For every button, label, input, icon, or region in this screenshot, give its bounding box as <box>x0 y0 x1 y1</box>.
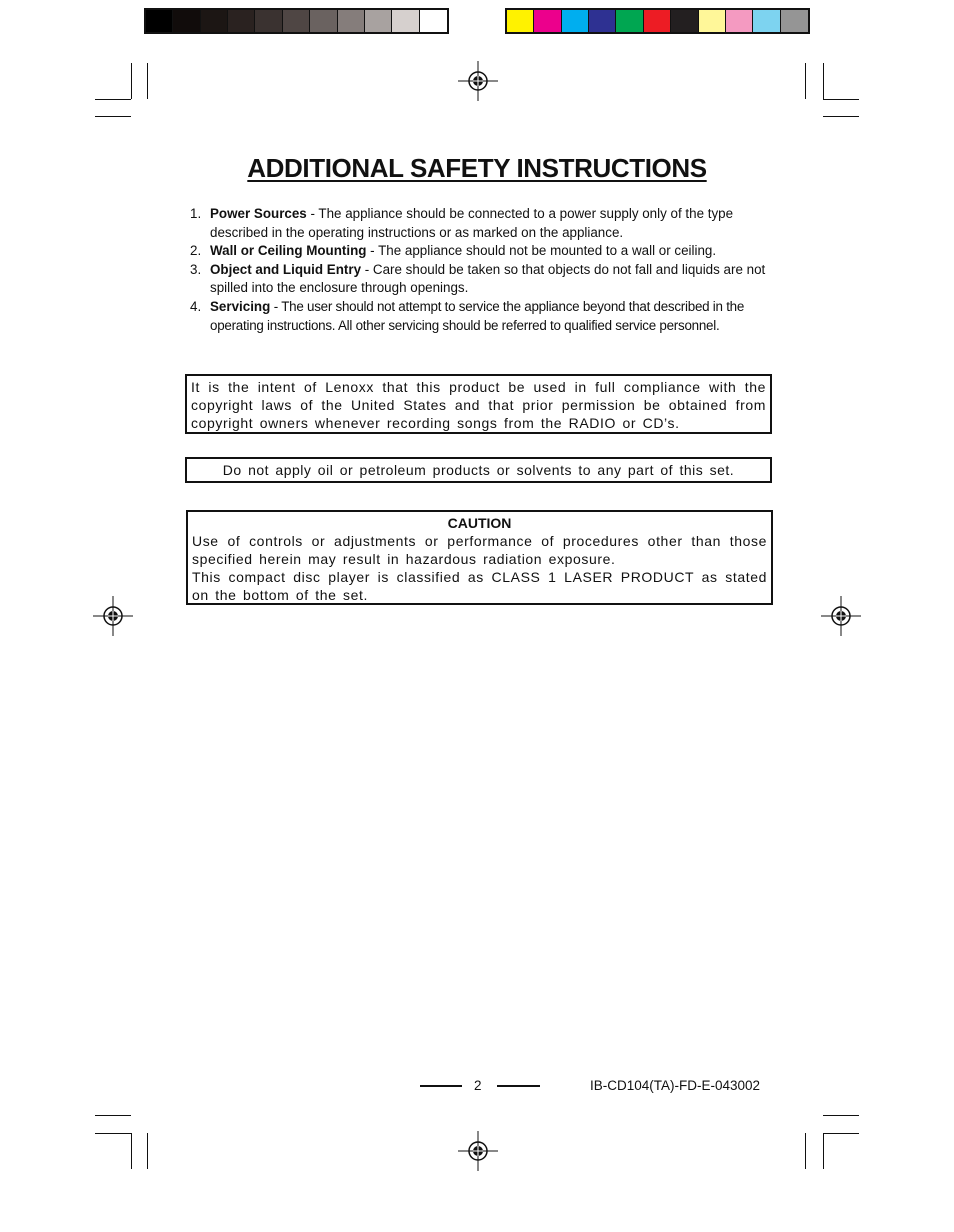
process-color-bar <box>505 8 810 34</box>
crop-mark <box>805 63 806 99</box>
color-swatch <box>420 10 447 32</box>
item-text: - The user should not attempt to service the appliance beyond that described in the operating instructions. All other servicing should be referred to qualified service personnel. <box>210 298 745 333</box>
footer-rule <box>420 1085 462 1087</box>
item-text: - Care should be taken so that objects do not fall and liquids are not spilled into the enclosure through openings. <box>210 261 766 296</box>
item-number: 3. <box>190 261 202 277</box>
list-item <box>190 242 774 261</box>
color-swatch <box>589 10 616 32</box>
footer-rule <box>497 1085 540 1087</box>
crop-mark <box>95 116 131 117</box>
crop-mark <box>823 116 859 117</box>
crop-mark <box>147 63 148 99</box>
crop-mark <box>805 1133 806 1169</box>
caution-text: This compact disc player is classified as CLASS 1 LASER PRODUCT as stated on the bottom of the set. <box>192 569 767 603</box>
crop-mark <box>95 1133 131 1134</box>
item-number: 1. <box>190 206 202 221</box>
registration-mark-icon <box>458 1131 498 1171</box>
crop-mark <box>823 63 824 99</box>
color-swatch <box>699 10 726 32</box>
list-item <box>190 205 774 242</box>
crop-mark <box>823 99 859 100</box>
item-term: Power Sources <box>210 206 307 221</box>
color-swatch <box>644 10 671 32</box>
page-title: ADDITIONAL SAFETY INSTRUCTIONS <box>247 153 707 183</box>
copyright-notice-box <box>185 374 772 434</box>
color-swatch <box>255 10 282 32</box>
crop-mark <box>95 1115 131 1116</box>
item-term: Object and Liquid Entry <box>210 261 362 277</box>
copyright-notice-text: It is the intent of Lenoxx that this product be used in full compliance with the copyright laws of the United States and that prior permission be obtained from copyright owners whenever recording songs from the RADIO or CD’s. <box>191 379 766 431</box>
registration-mark-icon <box>458 61 498 101</box>
crop-mark <box>147 1133 148 1169</box>
instruction-list <box>190 205 774 335</box>
color-swatch <box>507 10 534 32</box>
color-swatch <box>338 10 365 32</box>
item-text: - The appliance should be connected to a power supply only of the type described in the operating instructions or as marked on the appliance. <box>210 206 734 240</box>
item-term: Wall or Ceiling Mounting <box>210 243 367 259</box>
crop-mark <box>95 99 131 100</box>
color-swatch <box>173 10 200 32</box>
color-swatch <box>146 10 173 32</box>
item-term: Servicing <box>210 298 271 314</box>
document-code: IB-CD104(TA)-FD-E-043002 <box>590 1078 761 1093</box>
color-swatch <box>726 10 753 32</box>
list-item <box>190 298 774 335</box>
color-swatch <box>534 10 561 32</box>
item-text: - The appliance should not be mounted to a wall or ceiling. <box>366 243 717 259</box>
crop-mark <box>131 1133 132 1169</box>
crop-mark <box>823 1133 824 1169</box>
oil-notice-box <box>185 457 772 483</box>
grayscale-color-bar <box>144 8 449 34</box>
item-number: 4. <box>190 298 202 314</box>
color-swatch <box>392 10 419 32</box>
color-swatch <box>671 10 698 32</box>
color-swatch <box>781 10 808 32</box>
list-item <box>190 261 774 298</box>
color-swatch <box>562 10 589 32</box>
crop-mark <box>823 1133 859 1134</box>
caution-text: Use of controls or adjustments or performance of procedures other than those specified herein may result in hazardous radiation exposure. <box>192 533 767 567</box>
color-swatch <box>365 10 392 32</box>
color-swatch <box>310 10 337 32</box>
color-swatch <box>616 10 643 32</box>
color-swatch <box>228 10 255 32</box>
oil-notice-text: Do not apply oil or petroleum products or solvents to any part of this set. <box>222 462 735 478</box>
color-swatch <box>753 10 780 32</box>
page-number: 2 <box>474 1078 482 1093</box>
color-swatch <box>283 10 310 32</box>
registration-mark-icon <box>93 596 133 636</box>
item-number: 2. <box>190 243 202 259</box>
caution-heading: CAUTION <box>447 515 512 531</box>
caution-box <box>186 510 773 605</box>
crop-mark <box>823 1115 859 1116</box>
color-swatch <box>201 10 228 32</box>
registration-mark-icon <box>821 596 861 636</box>
crop-mark <box>131 63 132 99</box>
